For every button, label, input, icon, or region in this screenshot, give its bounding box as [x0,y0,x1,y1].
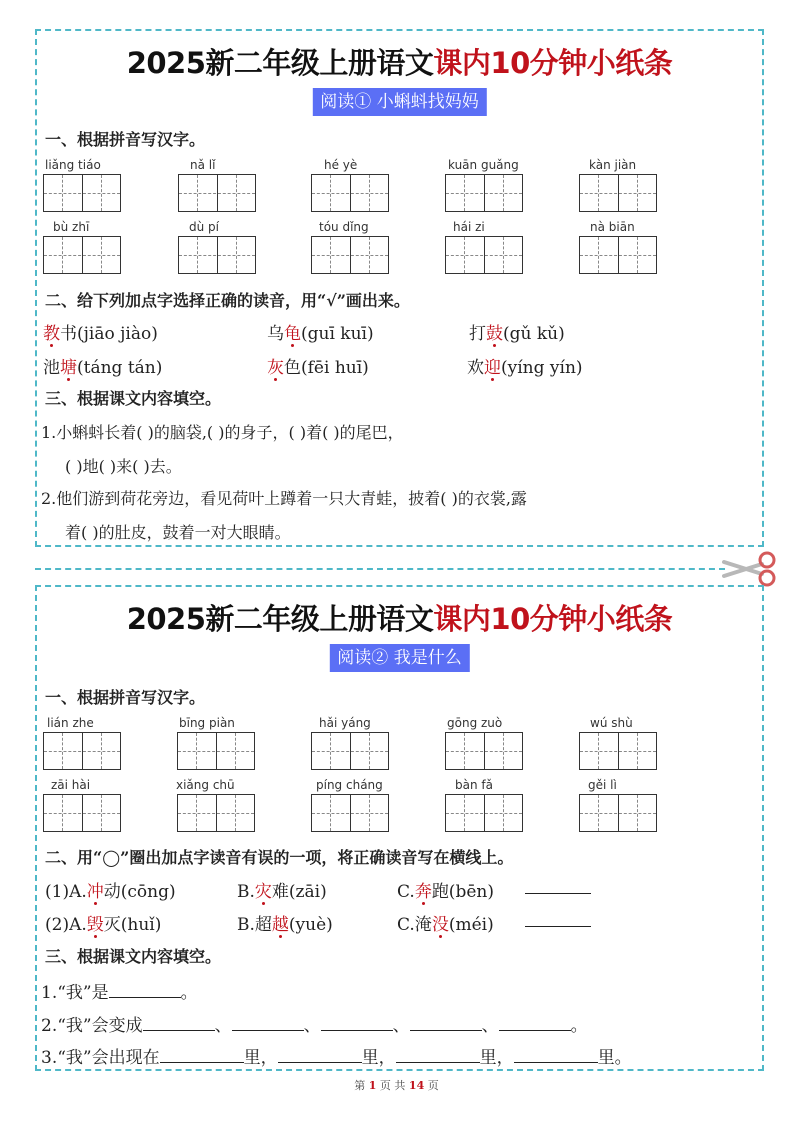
fill-blank-q1-line2: ( )地( )来( )去。 [65,457,182,476]
reading-item: 教书(jiāo jiào) [43,324,158,344]
page-number: 1 [368,1079,377,1092]
writing-box[interactable] [177,732,255,770]
reading-item: 池塘(táng tán) [43,358,163,378]
panel-1-title [37,41,762,82]
pinyin-label: lián zhe [47,716,94,730]
choice-item: (1)A.冲动(cōng) [45,882,176,902]
pinyin-label: píng cháng [316,778,383,792]
title-black: 2025新二年级上册语文 [126,46,434,80]
writing-box[interactable] [43,236,121,274]
pinyin-label: tóu dǐng [319,220,369,234]
section-2-heading: 二、给下列加点字选择正确的读音，用“√”画出来。 [45,291,410,310]
writing-box[interactable] [311,794,389,832]
title-red: 课内10分钟小纸条 [433,46,673,80]
writing-box[interactable] [178,236,256,274]
answer-blank[interactable] [525,877,591,899]
title-red: 课内10分钟小纸条 [433,602,673,636]
fill-blank-3: 3.“我”会出现在 里， 里， 里， 里。 [41,1048,632,1068]
writing-box[interactable] [579,794,657,832]
pinyin-label: kuān guǎng [448,158,519,172]
page-footer: 第 1 页 共 14 页 [354,1079,439,1092]
pinyin-label: wú shù [590,716,633,730]
pinyin-label: dù pí [189,220,219,234]
writing-box[interactable] [445,732,523,770]
writing-box[interactable] [445,174,523,212]
answer-blank[interactable] [499,1014,571,1031]
fill-blank-2: 2.“我”会变成 、 、 、 、 。 [41,1016,588,1036]
writing-box[interactable] [579,236,657,274]
answer-blank[interactable] [321,1014,393,1031]
writing-box[interactable] [43,794,121,832]
worksheet-panel-2 [35,585,764,1071]
answer-blank[interactable] [278,1046,362,1063]
reading-item: 欢迎(yíng yín) [467,358,583,378]
reading-item: 乌龟(guī kuī) [267,324,374,344]
writing-box[interactable] [311,174,389,212]
section-1-heading: 一、根据拼音写汉字。 [45,130,206,149]
writing-box[interactable] [579,732,657,770]
answer-blank[interactable] [514,1046,598,1063]
pinyin-label: nà biān [590,220,635,234]
choice-item: C.淹没(méi) [397,915,494,935]
answer-blank[interactable] [160,1046,244,1063]
reading-item: 灰色(fēi huī) [267,358,369,378]
panel-2-title [37,597,762,638]
title-black: 2025新二年级上册语文 [126,602,434,636]
pinyin-label: hé yè [324,158,358,172]
section-3-heading: 三、根据课文内容填空。 [45,947,222,966]
writing-box[interactable] [43,732,121,770]
writing-box[interactable] [311,732,389,770]
pinyin-label: bīng piàn [179,716,235,730]
pinyin-label: bù zhī [53,220,90,234]
pinyin-label: nǎ lǐ [190,158,216,172]
pinyin-label: liǎng tiáo [45,158,101,172]
pinyin-label: kàn jiàn [589,158,637,172]
pinyin-label: bàn fǎ [455,778,493,792]
writing-box[interactable] [43,174,121,212]
writing-box[interactable] [445,794,523,832]
answer-blank[interactable] [109,981,181,998]
page-total: 14 [408,1079,425,1092]
reading-item: 打鼓(gǔ kǔ) [469,324,565,344]
pinyin-label: xiǎng chū [176,778,235,792]
pinyin-label: gōng zuò [447,716,503,730]
pinyin-label: gěi lì [588,778,617,792]
fill-blank-1: 1.“我”是 。 [41,983,198,1003]
writing-box[interactable] [579,174,657,212]
choice-item: B.超越(yuè) [237,915,333,935]
panel-1-subtitle: 阅读① 小蝌蚪找妈妈 [312,88,486,116]
fill-blank-q1-line1: 1.小蝌蚪长着( )的脑袋,( )的身子，( )着( )的尾巴， [41,423,404,442]
answer-blank[interactable] [525,910,591,932]
answer-blank[interactable] [143,1014,215,1031]
choice-item: C.奔跑(bēn) [397,882,494,902]
worksheet-panel-1 [35,29,764,547]
panel-2-subtitle: 阅读② 我是什么 [329,644,469,672]
section-3-heading: 三、根据课文内容填空。 [45,389,222,408]
cut-line [35,568,725,570]
section-1-heading: 一、根据拼音写汉字。 [45,688,206,707]
answer-blank[interactable] [396,1046,480,1063]
choice-item: (2)A.毁灭(huǐ) [45,915,162,935]
pinyin-label: hǎi yáng [319,716,371,730]
pinyin-label: zāi hài [51,778,91,792]
answer-blank[interactable] [232,1014,304,1031]
scissors-icon [722,550,778,588]
writing-box[interactable] [311,236,389,274]
answer-blank[interactable] [410,1014,482,1031]
section-2-heading: 二、用“◯”圈出加点字读音有误的一项，将正确读音写在横线上。 [45,848,514,867]
writing-box[interactable] [177,794,255,832]
writing-box[interactable] [178,174,256,212]
choice-item: B.灾难(zāi) [237,882,327,902]
fill-blank-q2-line1: 2.他们游到荷花旁边，看见荷叶上蹲着一只大青蛙，披着( )的衣裳,露 [41,489,527,508]
writing-box[interactable] [445,236,523,274]
fill-blank-q2-line2: 着( )的肚皮，鼓着一对大眼睛。 [65,523,291,542]
pinyin-label: hái zi [453,220,485,234]
